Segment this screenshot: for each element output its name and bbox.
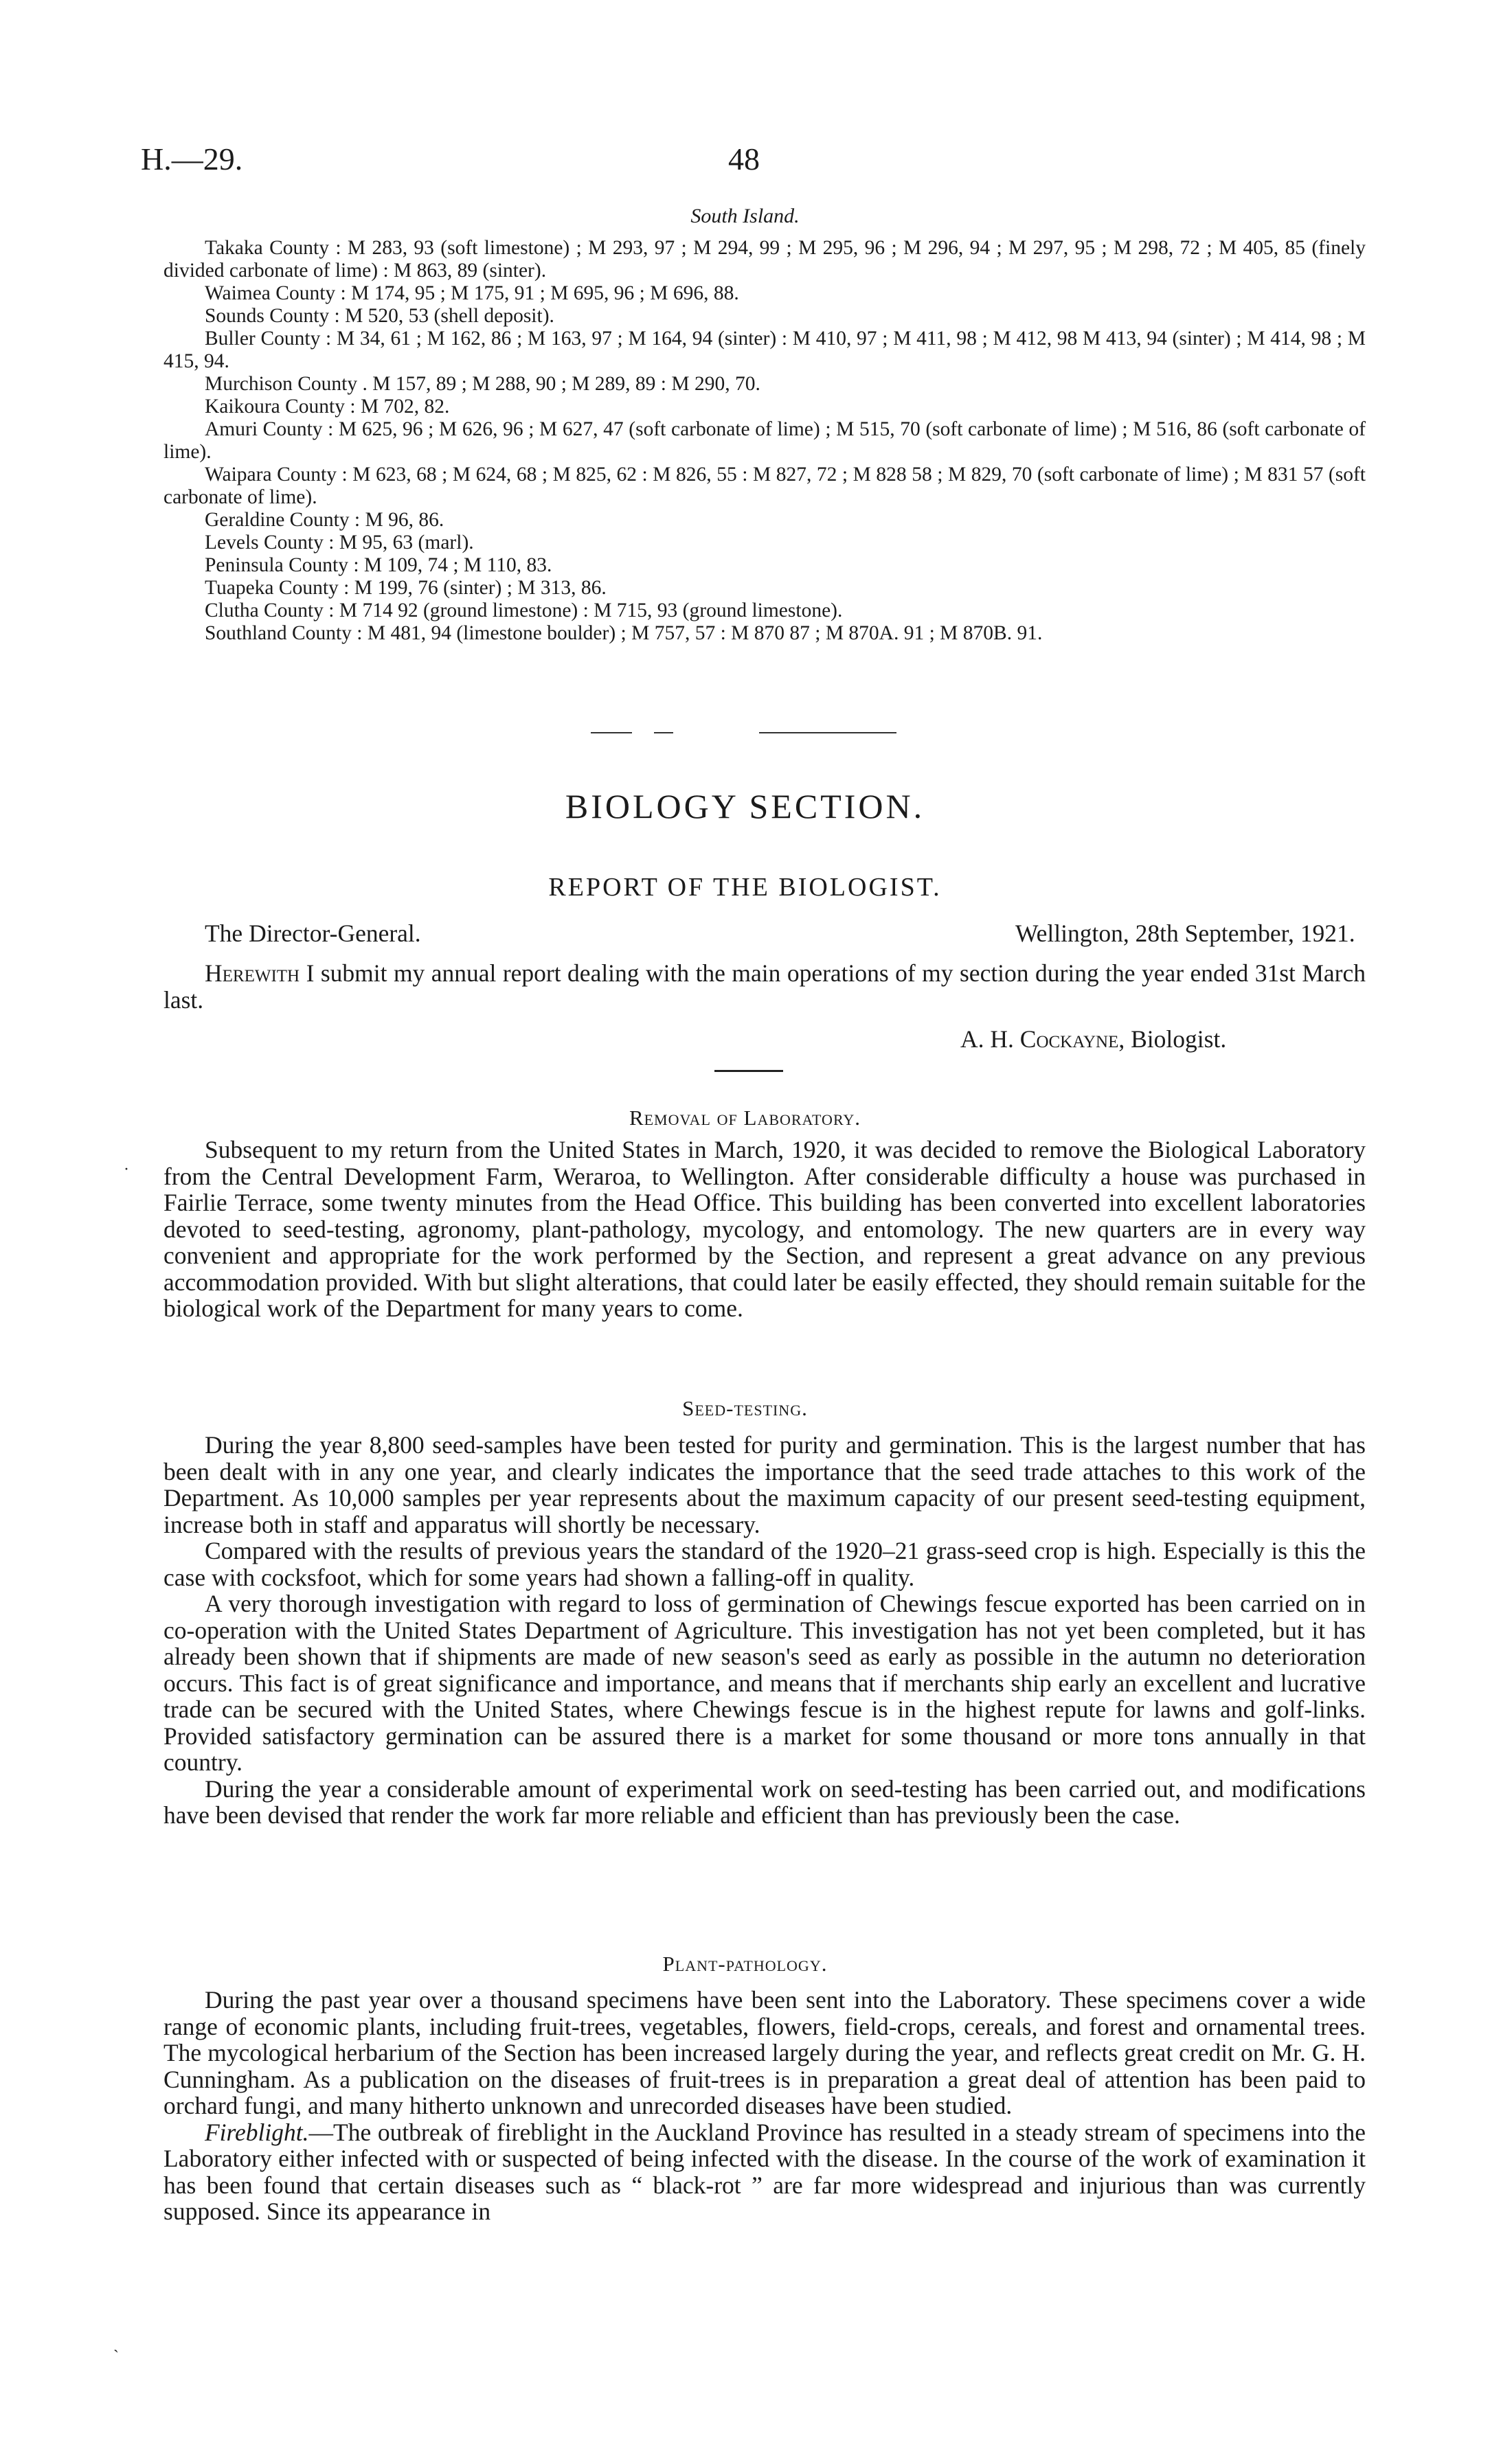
heading-removal-of-laboratory: Removal of Laboratory. xyxy=(629,1106,861,1130)
county-entry: Waipara County : M 623, 68 ; M 624, 68 ; M 825, 62 : M 826, 55 : M 827, 72 ; M 828 58 ; M 829, 70 (soft carbonate of lime) ; M 831 57 (soft carbonate of lime). xyxy=(163,464,1366,508)
letter-address-line xyxy=(163,920,1366,951)
county-list xyxy=(163,237,1366,645)
county-entry: Tuapeka County : M 199, 76 (sinter) ; M 313, 86. xyxy=(205,577,607,599)
section-title: BIOLOGY SECTION. xyxy=(565,787,925,825)
signature-title: , Biologist. xyxy=(1118,1025,1227,1053)
paragraph: Subsequent to my return from the United States in March, 1920, it was decided to remove the Biological Laboratory from the Central Development Farm, Weraroa, to Wellington. After considerable difficulty a house was purchased in Fairlie Terrace, some twenty minutes from the Head Office. This building has been converted into excellent laboratories devoted to seed-testing, agronomy, plant-pathology, mycology, and entomology. The new quarters are in every way convenient and appropriate for the work performed by the Section, and represent a great advance on any previous accommodation provided. With but slight alterations, that could later be easily effected, they should remain suitable for the biological work of the Department for many years to come. xyxy=(163,1136,1366,1322)
separator-dash xyxy=(591,732,632,733)
signature xyxy=(960,1025,1226,1053)
letter-recipient: The Director-General. xyxy=(205,920,421,947)
county-entry: Clutha County : M 714 92 (ground limestone) : M 715, 93 (ground limestone). xyxy=(205,600,843,621)
section-removal-of-laboratory xyxy=(163,1137,1366,1322)
paragraph: During the year 8,800 seed-samples have been tested for purity and germination. This is the largest number that has been dealt with in any one year, and clearly indicates the importance that the seed trade attaches to this work of the Department. As 10,000 samples per year represents about the maximum capacity of our present seed-testing equipment, increase both in staff and apparatus will shortly be necessary. xyxy=(163,1431,1366,1538)
letter-opening-word: Herewith xyxy=(205,959,300,987)
county-entry: Murchison County . M 157, 89 ; M 288, 90 ; M 289, 89 : M 290, 70. xyxy=(205,373,760,395)
county-entry: Levels County : M 95, 63 (marl). xyxy=(205,532,474,554)
section-seed-testing xyxy=(163,1432,1366,1829)
paragraph-fireblight xyxy=(163,2119,1366,2225)
separator-dash xyxy=(654,732,673,733)
county-entry: Kaikoura County : M 702, 82. xyxy=(205,396,450,418)
heading-plant-pathology: Plant-pathology. xyxy=(662,1952,828,1976)
page-number: 48 xyxy=(728,141,760,176)
letter-text: I submit my annual report dealing with the main operations of my section during the year ended 31st March last. xyxy=(163,959,1366,1014)
county-entry: Takaka County : M 283, 93 (soft limestone) ; M 293, 97 ; M 294, 99 ; M 295, 96 ; M 296, 94 ; M 297, 95 ; M 298, 72 ; M 405, 85 (finely divided carbonate of lime) : M 863, 89 (sinter). xyxy=(163,237,1366,282)
county-entry: Peninsula County : M 109, 74 ; M 110, 83. xyxy=(205,554,552,576)
page-reference: H.—29. xyxy=(141,141,243,176)
island-heading: South Island. xyxy=(690,205,800,227)
margin-dot: · xyxy=(124,1161,129,1178)
margin-mark: ˏ xyxy=(113,2335,119,2353)
paragraph: A very thorough investigation with regard to loss of germination of Chewings fescue exported has been carried on in co-operation with the United States Department of Agriculture. This investigation has not yet been completed, but it has already been shown that if shipments are made of new season's seed as early as possible in the autumn no deterioration occurs. This fact is of great significance and importance, and means that if merchants ship early an excellent and lucrative trade can be secured with the United States, where Chewings fescue is in the highest repute for lawns and golf-links. Provided satisfactory germination can be assured there is a market for some thousand or more tons annually in that country. xyxy=(163,1590,1366,1776)
section-plant-pathology xyxy=(163,1987,1366,2225)
report-title: REPORT OF THE BIOLOGIST. xyxy=(548,873,942,902)
county-entry: Amuri County : M 625, 96 ; M 626, 96 ; M 627, 47 (soft carbonate of lime) ; M 515, 70 (soft carbonate of lime) ; M 516, 86 (soft carbonate of lime). xyxy=(163,418,1366,463)
fireblight-label: Fireblight. xyxy=(205,2118,309,2146)
paragraph: During the past year over a thousand specimens have been sent into the Laboratory. These specimens cover a wide range of economic plants, including fruit-trees, vegetables, flowers, field-crops, cereals, and forest and ornamental trees. The mycological herbarium of the Section has been increased largely during the year, and reflects great credit on Mr. G. H. Cunningham. As a publication on the diseases of fruit-trees is in preparation a great deal of attention has been paid to orchard fungi, and many hitherto unknown and unrecorded diseases have been studied. xyxy=(163,1986,1366,2119)
county-entry: Waimea County : M 174, 95 ; M 175, 91 ; M 695, 96 ; M 696, 88. xyxy=(205,282,739,304)
letter-place-date: Wellington, 28th September, 1921. xyxy=(1015,920,1355,947)
signature-name: A. H. Cockayne xyxy=(960,1025,1119,1053)
paragraph: During the year a considerable amount of experimental work on seed-testing has been carried out, and modifications have been devised that render the work far more reliable and efficient than has previously been the case. xyxy=(163,1775,1366,1829)
letter-body xyxy=(163,960,1366,1013)
county-entry: Geraldine County : M 96, 86. xyxy=(205,509,444,531)
county-entry: Sounds County : M 520, 53 (shell deposit). xyxy=(205,305,554,327)
paragraph: Compared with the results of previous years the standard of the 1920–21 grass-seed crop is high. Especially is this the case with cocksfoot, which for some years had shown a falling-off in quality. xyxy=(163,1537,1366,1591)
county-entry: Buller County : M 34, 61 ; M 162, 86 ; M 163, 97 ; M 164, 94 (sinter) : M 410, 97 ; M 411, 98 ; M 412, 98 M 413, 94 (sinter) ; M 414, 98 ; M 415, 94. xyxy=(163,328,1366,372)
county-entry: Southland County : M 481, 94 (limestone boulder) ; M 757, 57 : M 870 87 ; M 870A. 91 ; M 870B. 91. xyxy=(205,622,1043,644)
fireblight-text: —The outbreak of fireblight in the Auckland Province has resulted in a steady stream of specimens into the Laboratory either infected with or suspected of being infected with the disease. In the course of the work of examination it has been found that certain diseases such as “ black-rot ” are far more widespread and injurious than was currently supposed. Since its appearance in xyxy=(163,2118,1366,2225)
separator-rule xyxy=(714,1070,783,1072)
heading-seed-testing: Seed-testing. xyxy=(682,1396,808,1420)
separator-rule xyxy=(759,732,896,733)
